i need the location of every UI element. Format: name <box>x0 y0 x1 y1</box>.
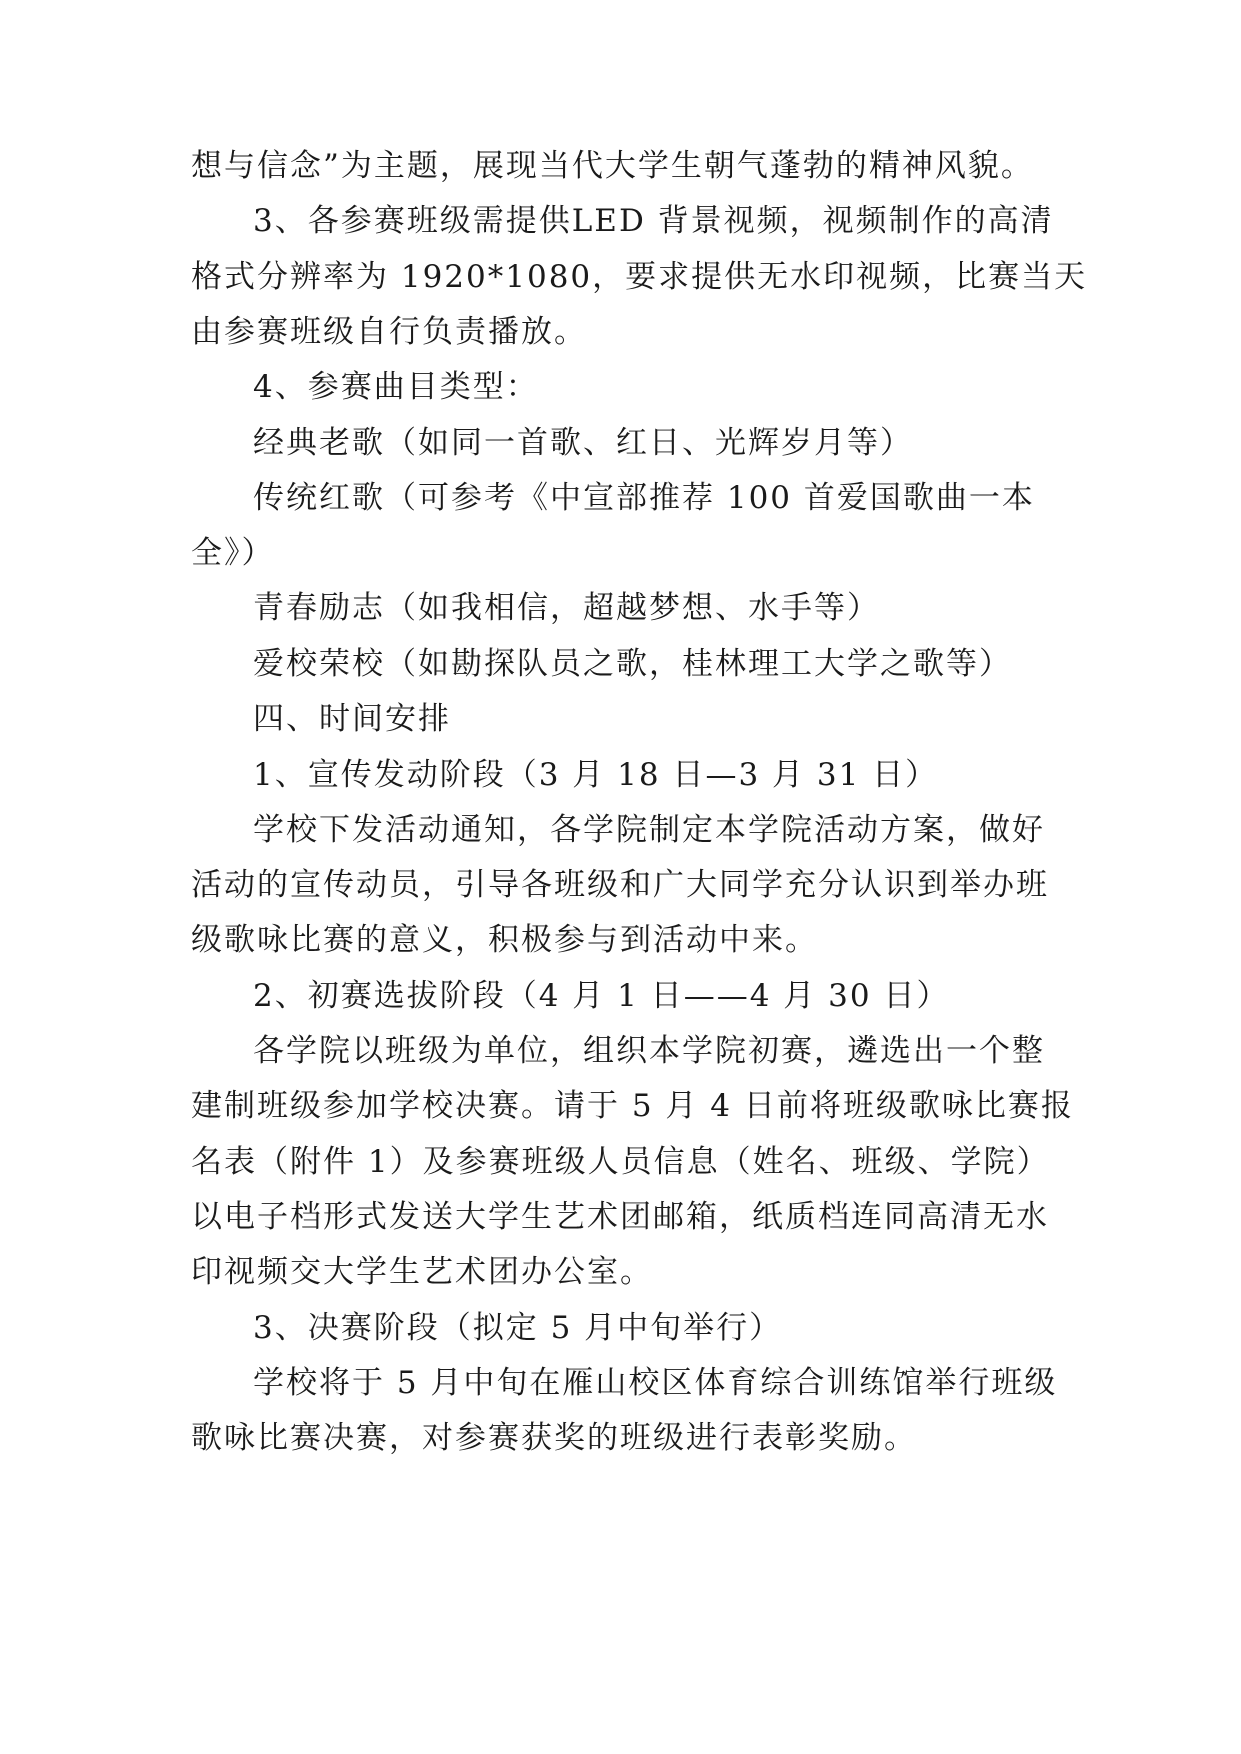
paragraph-line: 学校将于 5 月中旬在雁山校区体育综合训练馆举行班级 <box>253 1365 1058 1401</box>
paragraph-line: 4、参赛曲目类型： <box>253 369 539 405</box>
paragraph-line: 传统红歌（可参考《中宣部推荐 100 首爱国歌曲一本 <box>253 480 1035 516</box>
paragraph-line: 经典老歌（如同一首歌、红日、光辉岁月等） <box>253 425 913 461</box>
paragraph-line: 爱校荣校（如勘探队员之歌，桂林理工大学之歌等） <box>253 646 1012 682</box>
paragraph-line: 青春励志（如我相信，超越梦想、水手等） <box>253 590 880 626</box>
paragraph-line: 3、各参赛班级需提供LED 背景视频，视频制作的高清 <box>253 203 1054 239</box>
paragraph-line: 由参赛班级自行负责播放。 <box>191 314 587 350</box>
paragraph-line: 想与信念”为主题，展现当代大学生朝气蓬勃的精神风貌。 <box>191 148 1034 184</box>
paragraph-line: 以电子档形式发送大学生艺术团邮箱，纸质档连同高清无水 <box>191 1199 1049 1235</box>
paragraph-line: 名表（附件 1）及参赛班级人员信息（姓名、班级、学院） <box>191 1144 1050 1180</box>
paragraph-line: 活动的宣传动员，引导各班级和广大同学充分认识到举办班 <box>191 867 1049 903</box>
paragraph-line: 歌咏比赛决赛，对参赛获奖的班级进行表彰奖励。 <box>191 1420 917 1456</box>
paragraph-line: 各学院以班级为单位，组织本学院初赛，遴选出一个整 <box>253 1033 1045 1069</box>
paragraph-line: 2、初赛选拔阶段（4 月 1 日——4 月 30 日） <box>253 978 950 1014</box>
paragraph-line: 3、决赛阶段（拟定 5 月中旬举行） <box>253 1310 783 1346</box>
paragraph-line: 建制班级参加学校决赛。请于 5 月 4 日前将班级歌咏比赛报 <box>191 1088 1074 1124</box>
paragraph-line: 全》） <box>191 535 275 571</box>
paragraph-line: 格式分辨率为 1920*1080，要求提供无水印视频，比赛当天 <box>191 259 1088 295</box>
paragraph-line: 学校下发活动通知，各学院制定本学院活动方案，做好 <box>253 812 1045 848</box>
paragraph-line: 级歌咏比赛的意义，积极参与到活动中来。 <box>191 922 818 958</box>
section-heading: 四、时间安排 <box>253 701 451 737</box>
paragraph-line: 1、宣传发动阶段（3 月 18 日—3 月 31 日） <box>253 757 939 793</box>
paragraph-line: 印视频交大学生艺术团办公室。 <box>191 1254 653 1290</box>
